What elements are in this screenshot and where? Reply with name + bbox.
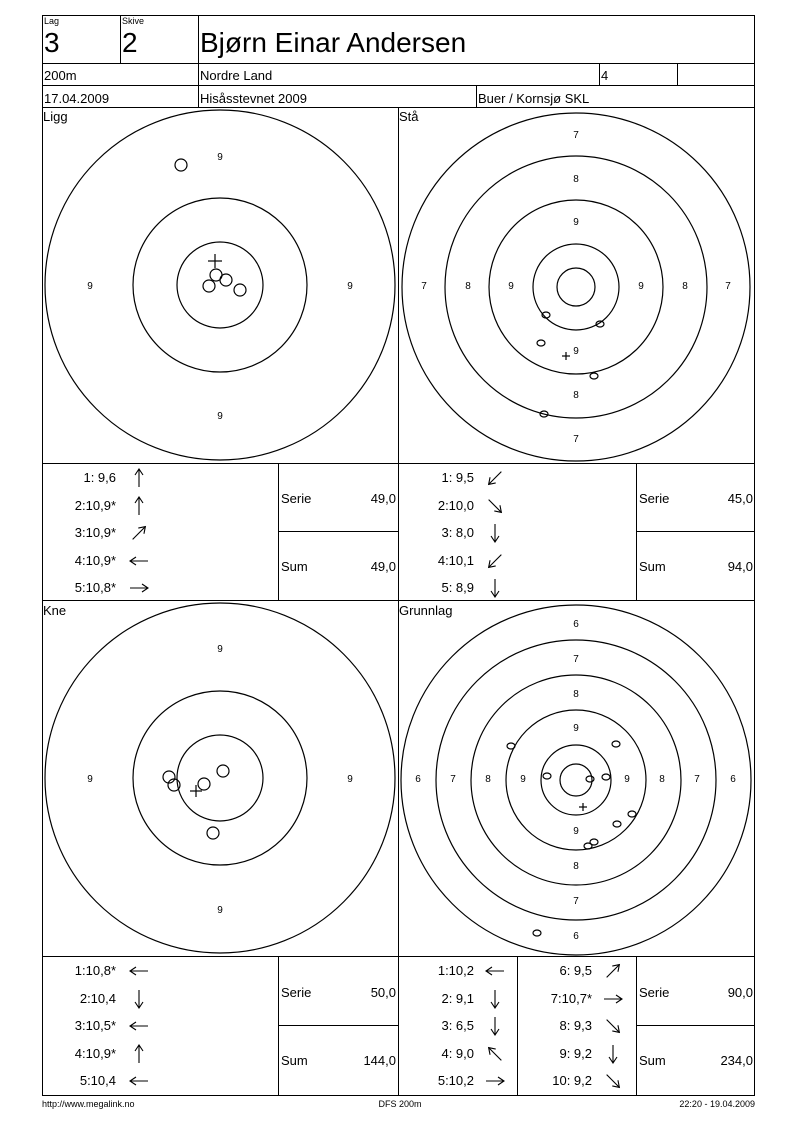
direction-arrow-icon (128, 1071, 150, 1091)
ring-label: 7 (573, 654, 579, 665)
direction-arrow-icon (602, 1016, 624, 1036)
stage-title-ligg: Ligg (43, 109, 68, 124)
shot-value: 3: 6,5 (441, 1018, 474, 1033)
sum-label: Sum (639, 1053, 666, 1068)
ring-label: 8 (573, 689, 579, 700)
ring-label: 6 (573, 931, 579, 942)
sum-label: Sum (281, 559, 308, 574)
ring-label: 9 (573, 217, 579, 228)
target-kne (45, 603, 395, 953)
lag-label: Lag (44, 16, 60, 26)
stage-title-kne: Kne (43, 603, 67, 618)
ring-label: 8 (682, 281, 688, 292)
shot-value: 7:10,7* (550, 990, 592, 1006)
event: Hisåsstevnet 2009 (200, 91, 307, 106)
shooter-name: Bjørn Einar Andersen (200, 27, 467, 58)
ring-label: 9 (347, 774, 353, 785)
ring-label: 9 (217, 644, 223, 655)
ring-label: 9 (573, 723, 579, 734)
ring-label: 7 (573, 434, 579, 445)
ring-label: 8 (573, 174, 579, 185)
shot-value: 9: 9,2 (559, 1045, 592, 1061)
serie-label: Serie (639, 491, 670, 506)
shot-value: 4:10,9* (74, 1045, 116, 1061)
direction-arrow-icon (128, 551, 150, 571)
direction-arrow-icon (602, 1044, 624, 1064)
direction-arrow-icon (128, 961, 150, 981)
direction-arrow-icon (128, 468, 150, 488)
shot-value: 10: 9,2 (552, 1073, 592, 1088)
shot-value: 1: 9,6 (83, 470, 116, 485)
direction-arrow-icon (128, 1044, 150, 1064)
club: Nordre Land (200, 68, 273, 83)
ring-label: 7 (450, 774, 456, 785)
direction-arrow-icon (602, 961, 624, 981)
shot-value: 3:10,9* (74, 525, 116, 540)
serie-label: Serie (281, 491, 312, 506)
sum-value: 144,0 (363, 1053, 396, 1068)
footer-center: DFS 200m (378, 1099, 422, 1109)
direction-arrow-icon (484, 578, 506, 598)
shot-value: 6: 9,5 (559, 963, 592, 978)
ring-label: 7 (573, 130, 579, 141)
shot-value: 5:10,8* (74, 580, 116, 595)
ring-label: 8 (485, 774, 491, 785)
ring-label: 9 (217, 152, 223, 163)
shot-value: 2:10,0 (437, 497, 474, 513)
serie-label: Serie (281, 985, 312, 1000)
direction-arrow-icon (128, 496, 150, 516)
ring-label: 7 (694, 774, 700, 785)
shot-value: 4:10,9* (74, 552, 116, 568)
ring-label: 9 (217, 905, 223, 916)
direction-arrow-icon (484, 551, 506, 571)
ring-label: 6 (730, 774, 736, 785)
shot-value: 2: 9,1 (441, 990, 474, 1006)
ring-label: 9 (508, 281, 514, 292)
shot-value: 3: 8,0 (441, 525, 474, 540)
sum-value: 49,0 (370, 559, 396, 574)
shot-value: 1:10,2 (437, 963, 474, 978)
ring-label: 9 (87, 281, 93, 292)
stage-title-grunnlag: Grunnlag (399, 603, 453, 618)
sum-label: Sum (281, 1053, 308, 1068)
ring-label: 8 (659, 774, 665, 785)
serie-label: Serie (639, 985, 670, 1000)
shot-value: 3:10,5* (74, 1018, 116, 1033)
shot-value: 5: 8,9 (441, 580, 474, 595)
distance: 200m (44, 68, 77, 83)
stage-title-staa: Stå (399, 109, 419, 124)
skive-label: Skive (122, 16, 145, 26)
ring-label: 8 (465, 281, 471, 292)
serie-value: 45,0 (727, 491, 753, 506)
serie-value: 49,0 (370, 491, 396, 506)
direction-arrow-icon (128, 523, 150, 543)
shot-value: 4:10,1 (437, 552, 474, 568)
ring-label: 8 (573, 861, 579, 872)
shot-value: 4: 9,0 (441, 1045, 474, 1061)
direction-arrow-icon (484, 523, 506, 543)
ring-label: 7 (421, 281, 427, 292)
footer-timestamp: 22:20 - 19.04.2009 (679, 1099, 755, 1109)
serie-value: 50,0 (370, 985, 396, 1000)
class: 4 (601, 68, 609, 83)
direction-arrow-icon (484, 1016, 506, 1036)
direction-arrow-icon (484, 989, 506, 1009)
venue: Buer / Kornsjø SKL (478, 91, 590, 106)
direction-arrow-icon (128, 1016, 150, 1036)
direction-arrow-icon (128, 989, 150, 1009)
shot-value: 1:10,8* (74, 963, 116, 978)
direction-arrow-icon (602, 1071, 624, 1091)
shot-value: 2:10,9* (74, 497, 116, 513)
direction-arrow-icon (602, 989, 624, 1009)
ring-label: 7 (725, 281, 731, 292)
sum-label: Sum (639, 559, 666, 574)
ring-label: 9 (573, 346, 579, 357)
footer-url: http://www.megalink.no (42, 1099, 135, 1109)
direction-arrow-icon (484, 961, 506, 981)
target-staa (402, 113, 750, 461)
direction-arrow-icon (128, 578, 150, 598)
shot-value: 1: 9,5 (441, 470, 474, 485)
direction-arrow-icon (484, 1044, 506, 1064)
direction-arrow-icon (484, 1071, 506, 1091)
ring-label: 6 (415, 774, 421, 785)
shot-value: 2:10,4 (79, 990, 116, 1006)
ring-label: 9 (87, 774, 93, 785)
ring-label: 9 (573, 826, 579, 837)
sum-value: 234,0 (720, 1053, 753, 1068)
ring-label: 8 (573, 390, 579, 401)
skive-value: 2 (122, 27, 138, 58)
shot-value: 5:10,2 (437, 1073, 474, 1088)
shot-value: 5:10,4 (79, 1073, 116, 1088)
ring-label: 6 (573, 619, 579, 630)
direction-arrow-icon (484, 496, 506, 516)
shot-value: 8: 9,3 (559, 1018, 592, 1033)
ring-label: 9 (624, 774, 630, 785)
sum-value: 94,0 (727, 559, 753, 574)
ring-label: 9 (217, 411, 223, 422)
ring-label: 7 (573, 896, 579, 907)
lag-value: 3 (44, 27, 60, 58)
ring-label: 9 (347, 281, 353, 292)
direction-arrow-icon (484, 468, 506, 488)
date: 17.04.2009 (44, 91, 110, 106)
serie-value: 90,0 (727, 985, 753, 1000)
ring-label: 9 (520, 774, 526, 785)
ring-label: 9 (638, 281, 644, 292)
